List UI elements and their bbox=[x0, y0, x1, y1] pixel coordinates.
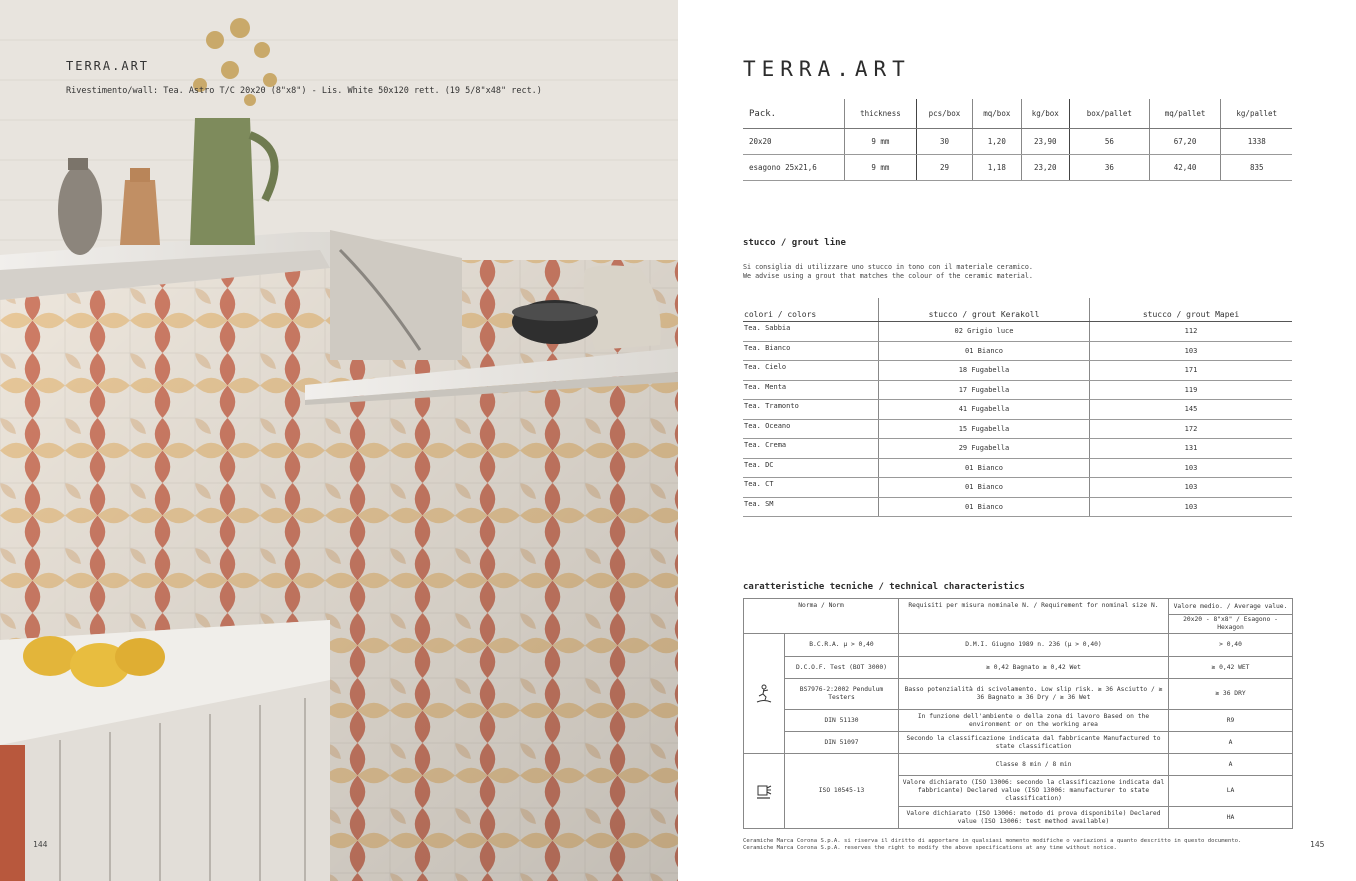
cell: Tea. SM bbox=[743, 497, 879, 517]
grout-heading: stucco / grout line bbox=[743, 238, 846, 248]
cell: Tea. Sabbia bbox=[743, 322, 879, 342]
cell: Classe 8 min / 8 min bbox=[899, 754, 1169, 776]
table-row bbox=[743, 322, 1292, 342]
cell: Tea. Oceano bbox=[743, 419, 879, 439]
cell: 145 bbox=[1090, 400, 1293, 420]
cell: Valore dichiarato (ISO 13006: secondo la classificazione indicata dal fabbricante) Declared value (ISO 13006: manufacturer to state classification) bbox=[899, 776, 1169, 807]
table-row bbox=[744, 634, 1293, 657]
cell: 01 Bianco bbox=[879, 478, 1090, 498]
cell: ≥ 36 DRY bbox=[1169, 679, 1293, 710]
cell: B.C.R.A. µ > 0,40 bbox=[785, 634, 899, 657]
cell: Tea. DC bbox=[743, 458, 879, 478]
slip-resistance-icon bbox=[755, 684, 773, 704]
cell: Secondo la classificazione indicata dal fabbricante Manufactured to state classification bbox=[899, 732, 1169, 754]
table-row bbox=[743, 400, 1292, 420]
table-row bbox=[743, 155, 1292, 181]
page-number-left: 144 bbox=[33, 840, 48, 849]
cell: 42,40 bbox=[1149, 155, 1221, 181]
table-row bbox=[743, 478, 1292, 498]
cell: 112 bbox=[1090, 322, 1293, 342]
packaging-header-row bbox=[743, 99, 1292, 129]
header-average: Valore medio. / Average value. bbox=[1169, 599, 1293, 615]
cell: 41 Fugabella bbox=[879, 400, 1090, 420]
header-requirement: Requisiti per misura nominale N. / Requirement for nominal size N. bbox=[899, 599, 1169, 634]
footer-en: Ceramiche Marca Corona S.p.A. reserves the right to modify the above specifications at any time without notice. bbox=[743, 845, 1117, 851]
table-row bbox=[743, 380, 1292, 400]
cell: ≥ 0,42 WET bbox=[1169, 657, 1293, 679]
cell: Tea. Menta bbox=[743, 380, 879, 400]
page-title: TERRA.ART bbox=[743, 57, 911, 81]
table-row bbox=[743, 341, 1292, 361]
cell: 1,18 bbox=[973, 155, 1021, 181]
cell: 29 bbox=[916, 155, 972, 181]
photo-caption: Rivestimento/wall: Tea. Astro T/C 20x20 (8"x8") - Lis. White 50x120 rett. (19 5/8"x48" rect.) bbox=[66, 86, 542, 96]
header-kerakoll: stucco / grout Kerakoll bbox=[879, 298, 1090, 322]
cell: 29 Fugabella bbox=[879, 439, 1090, 459]
table-row bbox=[743, 129, 1292, 155]
technical-table bbox=[743, 598, 1293, 829]
header-norm: Norma / Norm bbox=[744, 599, 899, 634]
cell: Tea. Bianco bbox=[743, 341, 879, 361]
footer-disclaimer bbox=[743, 838, 1241, 852]
photo-title: TERRA.ART bbox=[66, 59, 150, 73]
cell: DIN 51130 bbox=[785, 710, 899, 732]
table-row bbox=[744, 732, 1293, 754]
grout-note-it: Si consiglia di utilizzare uno stucco in tono con il materiale ceramico. bbox=[743, 263, 1033, 271]
packaging-table bbox=[743, 99, 1292, 181]
cell: 103 bbox=[1090, 341, 1293, 361]
cell: LA bbox=[1169, 776, 1293, 807]
cell: Tea. Tramonto bbox=[743, 400, 879, 420]
header-mq-box: mq/box bbox=[973, 99, 1021, 129]
cell: 103 bbox=[1090, 497, 1293, 517]
table-row bbox=[744, 710, 1293, 732]
table-row bbox=[744, 679, 1293, 710]
cell: 9 mm bbox=[845, 155, 917, 181]
cell: 23,90 bbox=[1021, 129, 1069, 155]
header-thickness: thickness bbox=[845, 99, 917, 129]
cell: Basso potenzialità di scivolamento. Low slip risk. ≥ 36 Asciutto / ≥ 36 Bagnato ≥ 36 Dry / ≥ 36 Wet bbox=[899, 679, 1169, 710]
cell: 23,20 bbox=[1021, 155, 1069, 181]
table-row bbox=[744, 657, 1293, 679]
cell: 172 bbox=[1090, 419, 1293, 439]
cell: D.M.I. Giugno 1989 n. 236 (µ > 0,40) bbox=[899, 634, 1169, 657]
cell: 131 bbox=[1090, 439, 1293, 459]
cell: 01 Bianco bbox=[879, 497, 1090, 517]
cell: ≥ 0,42 Bagnato ≥ 0,42 Wet bbox=[899, 657, 1169, 679]
tech-heading: caratteristiche tecniche / technical characteristics bbox=[743, 582, 1025, 592]
cell: 835 bbox=[1221, 155, 1292, 181]
cell: Valore dichiarato (ISO 13006: metodo di prova disponibile) Declared value (ISO 13006: test method available) bbox=[899, 807, 1169, 829]
cell: 01 Bianco bbox=[879, 458, 1090, 478]
header-pcs-box: pcs/box bbox=[916, 99, 972, 129]
cell: Tea. Crema bbox=[743, 439, 879, 459]
table-row bbox=[743, 439, 1292, 459]
table-row bbox=[744, 754, 1293, 776]
cell: esagono 25x21,6 bbox=[743, 155, 845, 181]
cell: 18 Fugabella bbox=[879, 361, 1090, 381]
cell: 15 Fugabella bbox=[879, 419, 1090, 439]
cell: 9 mm bbox=[845, 129, 917, 155]
cell: 103 bbox=[1090, 458, 1293, 478]
grout-note-en: We advise using a grout that matches the colour of the ceramic material. bbox=[743, 272, 1033, 280]
cell: BS7976-2:2002 Pendulum Testers bbox=[785, 679, 899, 710]
cleaning-icon-cell bbox=[744, 754, 785, 829]
header-pack: Pack. bbox=[743, 99, 845, 129]
header-kg-pallet: kg/pallet bbox=[1221, 99, 1292, 129]
header-mq-pallet: mq/pallet bbox=[1149, 99, 1221, 129]
table-row bbox=[743, 419, 1292, 439]
cell: 119 bbox=[1090, 380, 1293, 400]
cell: 67,20 bbox=[1149, 129, 1221, 155]
cell: 36 bbox=[1070, 155, 1150, 181]
cell: DIN 51097 bbox=[785, 732, 899, 754]
cell: HA bbox=[1169, 807, 1293, 829]
grout-table bbox=[743, 298, 1292, 517]
page-number-right: 145 bbox=[1310, 840, 1325, 849]
cell: 17 Fugabella bbox=[879, 380, 1090, 400]
cell: 20x20 bbox=[743, 129, 845, 155]
cell: 56 bbox=[1070, 129, 1150, 155]
cell: 1338 bbox=[1221, 129, 1292, 155]
cell: Tea. Cielo bbox=[743, 361, 879, 381]
cell: 01 Bianco bbox=[879, 341, 1090, 361]
slip-icon-cell bbox=[744, 634, 785, 754]
cell: 171 bbox=[1090, 361, 1293, 381]
cell: R9 bbox=[1169, 710, 1293, 732]
cell: 30 bbox=[916, 129, 972, 155]
header-box-pallet: box/pallet bbox=[1070, 99, 1150, 129]
table-row bbox=[743, 458, 1292, 478]
cell: A bbox=[1169, 732, 1293, 754]
footer-it: Ceramiche Marca Corona S.p.A. si riserva il diritto di apportare in qualsiasi momento modifiche o variazioni a quanto descritto in questo documento. bbox=[743, 838, 1242, 844]
table-row bbox=[743, 497, 1292, 517]
cell: 1,20 bbox=[973, 129, 1021, 155]
tech-header-row bbox=[744, 599, 1293, 615]
cell: Tea. CT bbox=[743, 478, 879, 498]
header-size: 20x20 - 8"x8" / Esagono - Hexagon bbox=[1169, 615, 1293, 634]
cell: In funzione dell'ambiente o della zona di lavoro Based on the environment or on the working area bbox=[899, 710, 1169, 732]
table-row bbox=[743, 361, 1292, 381]
cell: > 0,40 bbox=[1169, 634, 1293, 657]
header-kg-box: kg/box bbox=[1021, 99, 1069, 129]
cell: 02 Grigio luce bbox=[879, 322, 1090, 342]
header-colors: colori / colors bbox=[743, 298, 879, 322]
cleaning-icon bbox=[755, 781, 773, 801]
cell: 103 bbox=[1090, 478, 1293, 498]
cell: ISO 10545-13 bbox=[785, 754, 899, 829]
cell: D.C.O.F. Test (BOT 3000) bbox=[785, 657, 899, 679]
header-mapei: stucco / grout Mapei bbox=[1090, 298, 1293, 322]
cell: A bbox=[1169, 754, 1293, 776]
grout-header-row bbox=[743, 298, 1292, 322]
